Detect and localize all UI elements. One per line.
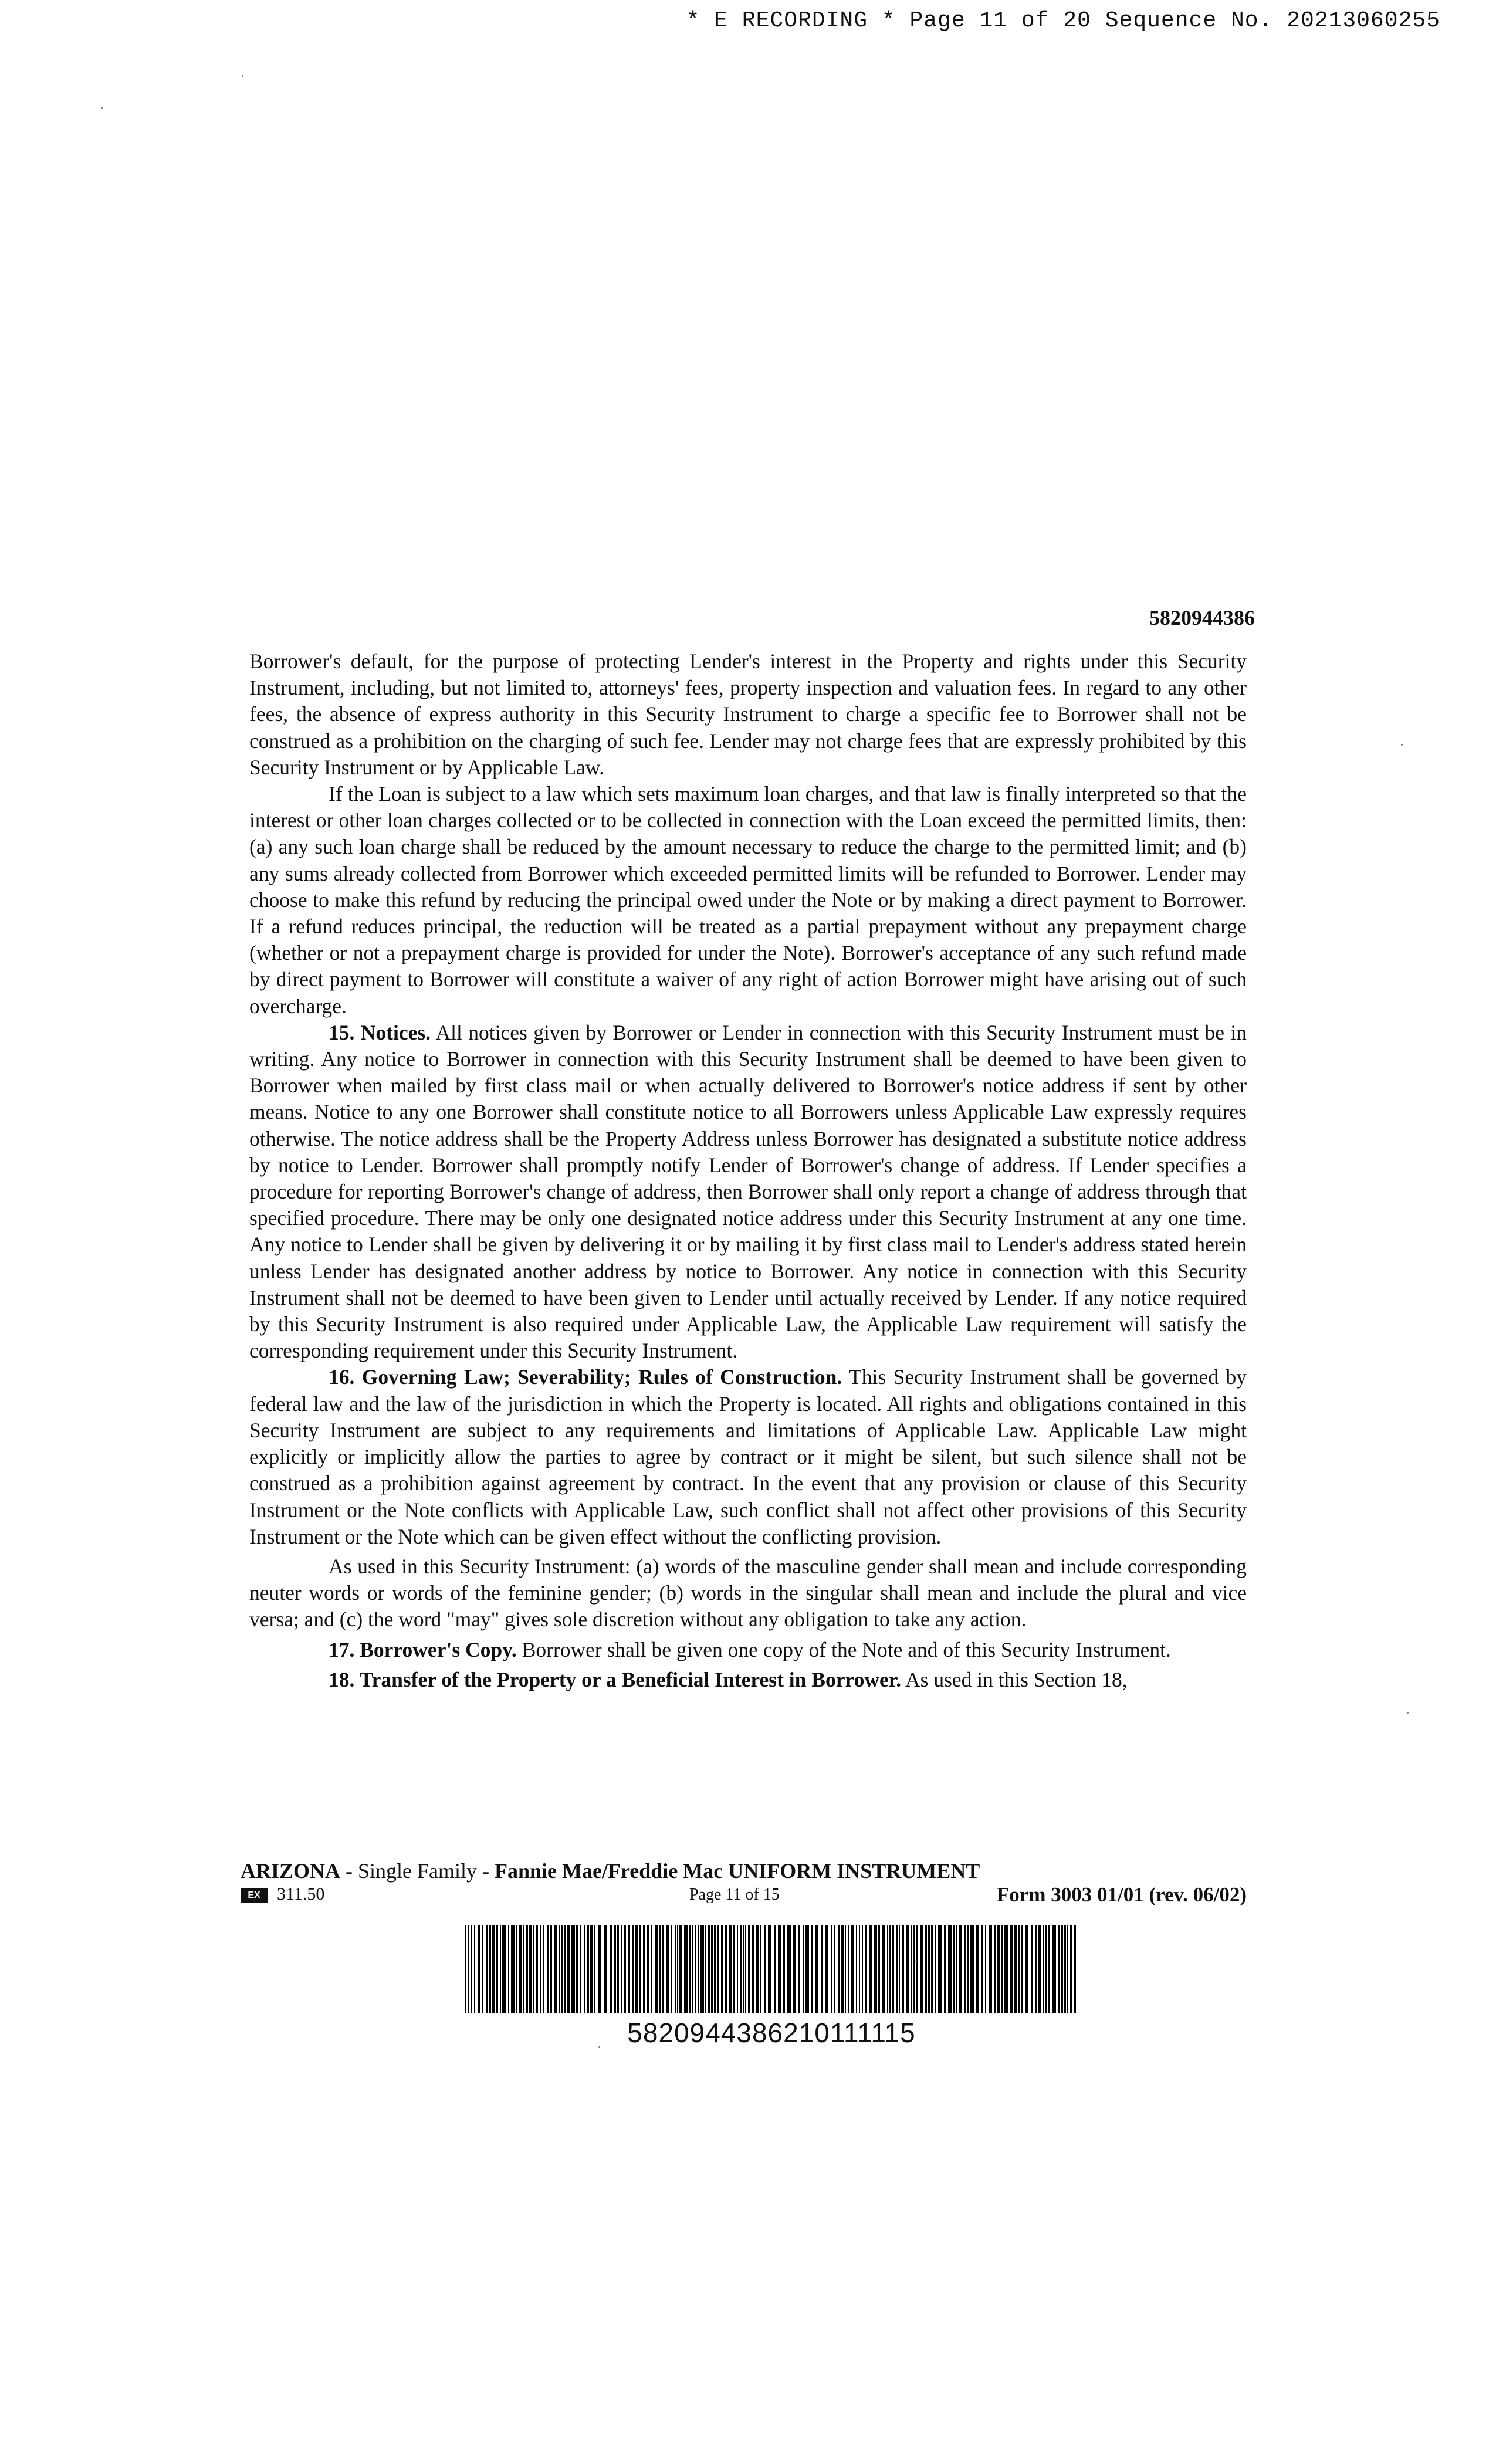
- barcode-bar: [916, 1925, 918, 2013]
- barcode-bar: [705, 1925, 706, 2013]
- barcode-bar: [543, 1925, 544, 2013]
- section-16-governing-law: [249, 1364, 1247, 1549]
- barcode-bar: [692, 1925, 693, 2013]
- barcode-bar: [465, 1925, 466, 2013]
- barcode-bar: [956, 1925, 957, 2013]
- barcode-bar: [892, 1925, 894, 2013]
- barcode-bar: [815, 1925, 818, 2013]
- barcode-bar: [604, 1925, 607, 2013]
- barcode-bar: [1061, 1925, 1063, 2013]
- barcode-bar: [614, 1925, 616, 2013]
- barcode-bar: [838, 1925, 840, 2013]
- barcode-bar: [845, 1925, 846, 2013]
- barcode-bar: [567, 1925, 570, 2013]
- barcode-bar: [708, 1925, 710, 2013]
- barcode-bar: [1001, 1925, 1003, 2013]
- barcode-bar: [489, 1925, 491, 2013]
- barcode-bar: [689, 1925, 691, 2013]
- barcode-bar: [774, 1925, 776, 2013]
- barcode-bar: [1018, 1925, 1020, 2013]
- barcode-bar: [523, 1925, 524, 2013]
- document-body: [249, 648, 1247, 1693]
- barcode-bar: [882, 1925, 885, 2013]
- scan-speck: [1407, 1712, 1409, 1714]
- barcode-bar: [821, 1925, 823, 2013]
- section-15-notices: [249, 1020, 1247, 1365]
- ellie-mae-logo-icon: EX: [241, 1888, 268, 1903]
- barcode-bar: [928, 1925, 930, 2013]
- barcode-bar: [610, 1925, 612, 2013]
- barcode-bar: [635, 1925, 638, 2013]
- barcode-bar: [752, 1925, 754, 2013]
- barcode-bar: [1010, 1925, 1013, 2013]
- barcode-bar: [666, 1925, 669, 2013]
- footer-form-title: [241, 1859, 1255, 1883]
- scan-speck: [915, 1961, 917, 1962]
- barcode-bar: [725, 1925, 727, 2013]
- barcode-bar: [598, 1925, 601, 2013]
- barcode-bar: [529, 1925, 532, 2013]
- barcode-bar: [803, 1925, 804, 2013]
- section-15-text: All notices given by Borrower or Lender in connection with this Security Instrument must be in writing. Any notice to Borrower in connection with this Security Instrument shall be deemed to have been given to Borrower when mailed by first class mail or when actually delivered to Borrower's notice address if sent by other means. Notice to any one Borrower shall constitute notice to all Borrowers unless Applicable Law expressly requires otherwise. The notice address shall be the Property Address unless Borrower has designated a substitute notice address by notice to Lender. Borrower shall promptly notify Lender of Borrower's change of address. If Lender specifies a procedure for reporting Borrower's change of address, then Borrower shall only report a change of address through that specified procedure. There may be only one designated notice address under this Security Instrument at any one time. Any notice to Lender shall be given by delivering it or by mailing it by first class mail to Lender's address stated herein unless Lender has designated another address by notice to Borrower. Any notice in connection with this Security Instrument shall not be deemed to have been given to Lender until actually received by Lender. If any notice required by this Security Instrument is also required under Applicable Law, the Applicable Law requirement will satisfy the corresponding requirement under this Security Instrument.: [249, 1020, 1247, 1363]
- barcode-bar: [756, 1925, 759, 2013]
- barcode-bar: [793, 1925, 796, 2013]
- barcode-bar: [714, 1925, 716, 2013]
- barcode-bar: [896, 1925, 898, 2013]
- barcode-bar: [887, 1925, 888, 2013]
- barcode-bar: [486, 1925, 488, 2013]
- barcode-bar: [862, 1925, 863, 2013]
- barcode-bar: [745, 1925, 746, 2013]
- barcode-bar: [748, 1925, 750, 2013]
- barcode-bar: [684, 1925, 688, 2013]
- barcode-bar: [911, 1925, 912, 2013]
- barcode-bar: [931, 1925, 933, 2013]
- barcode-bar: [834, 1925, 835, 2013]
- barcode-bar: [500, 1925, 501, 2013]
- barcode-bar: [1014, 1925, 1017, 2013]
- barcode-bar: [559, 1925, 560, 2013]
- barcode-bar: [721, 1925, 723, 2013]
- barcode-bar: [587, 1925, 589, 2013]
- barcode-bar: [856, 1925, 857, 2013]
- barcode-bar: [624, 1925, 626, 2013]
- barcode-bar: [848, 1925, 849, 2013]
- section-15-title: 15. Notices.: [329, 1020, 431, 1044]
- barcode-bar: [743, 1925, 744, 2013]
- barcode-bar: [859, 1925, 860, 2013]
- barcode-bar: [913, 1925, 915, 2013]
- barcode-bar: [1045, 1925, 1047, 2013]
- barcode-bar: [511, 1925, 515, 2013]
- barcode-bar: [825, 1925, 828, 2013]
- barcode-bar: [711, 1925, 713, 2013]
- barcode-bar: [679, 1925, 682, 2013]
- scan-speck: [242, 75, 243, 77]
- barcode-bar: [1064, 1925, 1066, 2013]
- barcode-bar: [1058, 1925, 1060, 2013]
- barcode-bar: [851, 1925, 854, 2013]
- barcode-bar: [536, 1925, 538, 2013]
- barcode-bar: [1021, 1925, 1023, 2013]
- barcode-bar: [639, 1925, 641, 2013]
- barcode-bar: [1031, 1925, 1033, 2013]
- barcode-bar: [959, 1925, 962, 2013]
- barcode-bar: [1074, 1925, 1076, 2013]
- barcode-bar: [997, 1925, 1000, 2013]
- scan-speck: [598, 2046, 600, 2048]
- scan-speck: [101, 107, 103, 109]
- barcode-bar: [869, 1925, 872, 2013]
- barcode-bar: [902, 1925, 904, 2013]
- barcode-bar: [787, 1925, 791, 2013]
- barcode-bar: [526, 1925, 528, 2013]
- barcode-bar: [655, 1925, 658, 2013]
- section-17-title: 17. Borrower's Copy.: [329, 1637, 517, 1661]
- barcode-bar: [677, 1925, 678, 2013]
- barcode-bar: [841, 1925, 844, 2013]
- barcode-bar: [920, 1925, 923, 2013]
- barcode-bar: [737, 1925, 738, 2013]
- barcode-bar: [675, 1925, 676, 2013]
- barcode-bar: [1043, 1925, 1044, 2013]
- section-17-borrowers-copy: [249, 1637, 1247, 1663]
- barcode-bar: [717, 1925, 719, 2013]
- section-16-construction: As used in this Security Instrument: (a) words of the masculine gender shall mean and include corresponding neuter words or words of the feminine gender; (b) words in the singular shall mean and include the plural and vice versa; and (c) the word "may" gives sole discretion without any obligation to take any action.: [249, 1554, 1247, 1632]
- barcode-bar: [981, 1925, 983, 2013]
- barcode-bar: [729, 1925, 732, 2013]
- barcode-bar: [621, 1925, 622, 2013]
- barcode-bar: [628, 1925, 630, 2013]
- barcode-bar: [1035, 1925, 1037, 2013]
- barcode-bar: [647, 1925, 649, 2013]
- barcode-bar: [935, 1925, 936, 2013]
- barcode-bar: [764, 1925, 766, 2013]
- barcode-bar: [492, 1925, 495, 2013]
- barcode-bar: [1070, 1925, 1072, 2013]
- barcode-bar: [474, 1925, 475, 2013]
- barcode-bar: [733, 1925, 735, 2013]
- barcode-bar: [899, 1925, 900, 2013]
- barcode-bar: [659, 1925, 661, 2013]
- barcode-bar: [554, 1925, 557, 2013]
- barcode-bar: [1025, 1925, 1028, 2013]
- barcode-bar: [580, 1925, 581, 2013]
- barcode-bar: [471, 1925, 472, 2013]
- barcode-bar: [1048, 1925, 1050, 2013]
- barcode-bar: [478, 1925, 480, 2013]
- section-16-title: 16. Governing Law; Severability; Rules of Construction.: [329, 1365, 842, 1389]
- footer-page-number: Page 11 of 15: [689, 1886, 780, 1904]
- barcode-bar: [798, 1925, 800, 2013]
- section-18-title: 18. Transfer of the Property or a Beneficial Interest in Borrower.: [329, 1667, 902, 1691]
- barcode-bar: [584, 1925, 585, 2013]
- paragraph-loan-charges: If the Loan is subject to a law which sets maximum loan charges, and that law is finally interpreted so that the interest or other loan charges collected or to be collected in connection with the Loan exceed the permitted limits, then: (a) any such loan charge shall be reduced by the amount necessary to reduce the charge to the permitted limit; and (b) any sums already collected from Borrower which exceeded permitted limits will be refunded to Borrower. Lender may choose to make this refund by reducing the principal owed under the Note or by making a direct payment to Borrower. If a refund reduces principal, the reduction will be treated as a partial prepayment without any prepayment charge (whether or not a prepayment charge is provided for under the Note). Borrower's acceptance of any such refund made by direct payment to Borrower will constitute a waiver of any right of action Borrower might have arising out of such overcharge.: [249, 782, 1247, 1018]
- barcode-bar: [662, 1925, 664, 2013]
- paragraph-fees: Borrower's default, for the purpose of protecting Lender's interest in the Property and rights under this Security Instrument, including, but not limited to, attorneys' fees, property inspection and valuation fees. In regard to any other fees, the absence of express authority in this Security Instrument to charge a specific fee to Borrower shall not be construed as a prohibition on the charging of such fee. Lender may not charge fees that are expressly prohibited by this Security Instrument or by Applicable Law.: [249, 649, 1247, 779]
- barcode-bar: [768, 1925, 771, 2013]
- barcode-bar: [1004, 1925, 1008, 2013]
- recording-header: * E RECORDING * Page 11 of 20 Sequence No. 20213060255: [686, 8, 1440, 33]
- barcode-bar: [571, 1925, 575, 2013]
- barcode-bar: [508, 1925, 509, 2013]
- section-16-text: This Security Instrument shall be governed by federal law and the law of the jurisdiction in which the Property is located. All rights and obligations contained in this Security Instrument are subject to any requirements and limitations of Applicable Law. Applicable Law might explicitly or implicitly allow the parties to agree by contract or it might be silent, but such silence shall not be construed as a prohibition against agreement by contract. In the event that any provision or clause of this Security Instrument or the Note conflicts with Applicable Law, such conflict shall not affect other provisions of this Security Instrument or the Note which can be given effect without the conflicting provision.: [249, 1365, 1247, 1548]
- barcode-bar: [564, 1925, 566, 2013]
- barcode-bar: [547, 1925, 549, 2013]
- barcode-bar: [976, 1925, 979, 2013]
- barcode-bar: [938, 1925, 942, 2013]
- barcode-icon: [463, 1925, 1079, 2013]
- section-17-text: Borrower shall be given one copy of the Note and of this Security Instrument.: [516, 1637, 1171, 1661]
- footer-form-code: 311.50: [277, 1884, 325, 1904]
- footer-form-agencies: Fannie Mae/Freddie Mac UNIFORM INSTRUMENT: [495, 1859, 980, 1883]
- barcode-bar: [550, 1925, 552, 2013]
- barcode-bar: [970, 1925, 974, 2013]
- barcode-bar: [953, 1925, 955, 2013]
- footer-form-state: ARIZONA: [241, 1859, 341, 1883]
- barcode-bar: [964, 1925, 966, 2013]
- barcode-bar: [1052, 1925, 1056, 2013]
- barcode-bar: [698, 1925, 699, 2013]
- barcode-bar: [874, 1925, 877, 2013]
- barcode-bar: [944, 1925, 946, 2013]
- barcode-bar: [778, 1925, 781, 2013]
- barcode-bar: [783, 1925, 785, 2013]
- barcode-bar: [811, 1925, 813, 2013]
- footer-form-desc: - Single Family -: [340, 1859, 495, 1883]
- barcode-bar: [740, 1925, 742, 2013]
- barcode-bar: [878, 1925, 880, 2013]
- barcode-bar: [925, 1925, 927, 2013]
- barcode-bar: [805, 1925, 809, 2013]
- barcode-bar: [632, 1925, 634, 2013]
- barcode-bar: [590, 1925, 593, 2013]
- barcode-bar: [519, 1925, 522, 2013]
- barcode-bar: [502, 1925, 506, 2013]
- barcode-bar: [651, 1925, 652, 2013]
- loan-number: 5820944386: [1149, 606, 1255, 629]
- barcode-bar: [617, 1925, 619, 2013]
- barcode-bar: [865, 1925, 867, 2013]
- barcode-bar: [994, 1925, 996, 2013]
- barcode-bar: [561, 1925, 563, 2013]
- barcode-bar: [482, 1925, 483, 2013]
- scan-speck: [1401, 744, 1403, 746]
- barcode-bar: [700, 1925, 704, 2013]
- footer-form-number: Form 3003 01/01 (rev. 06/02): [996, 1883, 1247, 1906]
- barcode-bar: [594, 1925, 595, 2013]
- barcode-bar: [533, 1925, 534, 2013]
- barcode-bar: [1067, 1925, 1068, 2013]
- footer-row: [241, 1884, 1247, 1910]
- barcode-bar: [967, 1925, 969, 2013]
- barcode-bar: [468, 1925, 469, 2013]
- barcode-bar: [889, 1925, 891, 2013]
- barcode-bar: [695, 1925, 696, 2013]
- section-18-transfer: [249, 1667, 1247, 1693]
- barcode-bar: [576, 1925, 578, 2013]
- barcode-bar: [948, 1925, 952, 2013]
- barcode-bar: [540, 1925, 541, 2013]
- barcode-bar: [1038, 1925, 1041, 2013]
- barcode-bar: [831, 1925, 832, 2013]
- barcode-bar: [643, 1925, 645, 2013]
- barcode-bar: [760, 1925, 761, 2013]
- barcode-bar: [985, 1925, 986, 2013]
- barcode-number: 5820944386210111115: [627, 2018, 916, 2048]
- section-18-text: As used in this Section 18,: [901, 1667, 1128, 1691]
- barcode-bar: [906, 1925, 909, 2013]
- barcode-bar: [496, 1925, 498, 2013]
- barcode-bar: [516, 1925, 517, 2013]
- barcode-bar: [989, 1925, 992, 2013]
- barcode-bar: [671, 1925, 672, 2013]
